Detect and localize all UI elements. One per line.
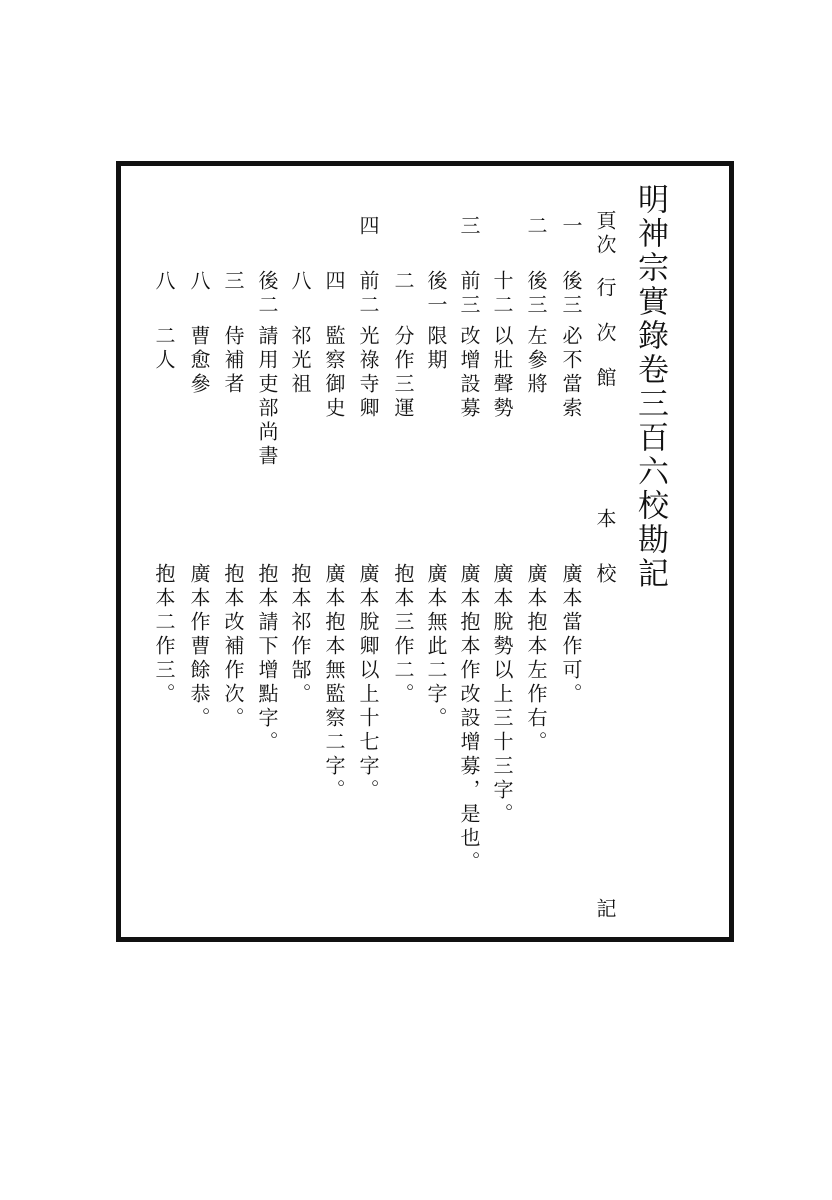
entry-text: 改增設募	[457, 325, 481, 421]
header-line-label: 行	[593, 277, 617, 301]
entry-line: 十二	[490, 270, 514, 318]
entry-note: 廣本無此二字。	[424, 563, 448, 731]
entry-line: 四	[322, 270, 346, 294]
entry-line: 八	[288, 270, 312, 294]
header-ji-label: 記	[593, 898, 617, 922]
header-guan-label: 館	[593, 367, 617, 391]
entry-text: 侍補者	[221, 325, 245, 397]
entry-note: 抱本請下增點字。	[255, 563, 279, 755]
entry-text: 請用吏部尚書	[255, 325, 279, 469]
entry-line: 後二	[255, 270, 279, 318]
entry-line: 前二	[356, 270, 380, 318]
entry-text: 光祿寺卿	[356, 325, 380, 421]
entry-note: 廣本作曹餘恭。	[187, 563, 211, 731]
entry-line: 八	[152, 270, 176, 294]
entry-text: 祁光祖	[288, 325, 312, 397]
entry-line: 八	[187, 270, 211, 294]
entry-page: 三	[457, 215, 481, 237]
entry-line: 前三	[457, 270, 481, 318]
entry-text: 監察御史	[322, 325, 346, 421]
header-page-label: 頁次	[593, 210, 617, 258]
entry-line: 三	[221, 270, 245, 294]
entry-line: 二	[391, 270, 415, 294]
entry-page: 四	[356, 215, 380, 237]
entry-text: 分作三運	[391, 325, 415, 421]
document-title: 明神宗實錄卷三百六校勘記	[632, 183, 668, 591]
entry-page: 一	[559, 215, 583, 237]
entry-text: 二人	[152, 325, 176, 373]
header-order-label: 次	[593, 322, 617, 346]
entry-text: 左參將	[524, 325, 548, 397]
entry-note: 廣本抱本作改設增募，是也。	[457, 563, 481, 875]
entry-line: 後三	[559, 270, 583, 318]
entry-line: 後一	[424, 270, 448, 318]
entry-note: 廣本脫勢以上三十三字。	[490, 563, 514, 827]
entry-note: 廣本當作可。	[559, 563, 583, 707]
header-ben-label: 本	[593, 508, 617, 532]
entry-note: 抱本祁作郜。	[288, 563, 312, 707]
entry-line: 後三	[524, 270, 548, 318]
entry-text: 限期	[424, 325, 448, 373]
entry-text: 曹愈參	[187, 325, 211, 397]
entry-note: 廣本抱本無監察二字。	[322, 563, 346, 803]
entry-page: 二	[524, 215, 548, 237]
entry-text: 必不當索	[559, 325, 583, 421]
entry-text: 以壯聲勢	[490, 325, 514, 421]
header-jiao-label: 校	[593, 563, 617, 587]
entry-note: 抱本改補作次。	[221, 563, 245, 731]
entry-note: 抱本三作二。	[391, 563, 415, 707]
entry-note: 抱本二作三。	[152, 563, 176, 707]
entry-note: 廣本脫卿以上十七字。	[356, 563, 380, 803]
entry-note: 廣本抱本左作右。	[524, 563, 548, 755]
